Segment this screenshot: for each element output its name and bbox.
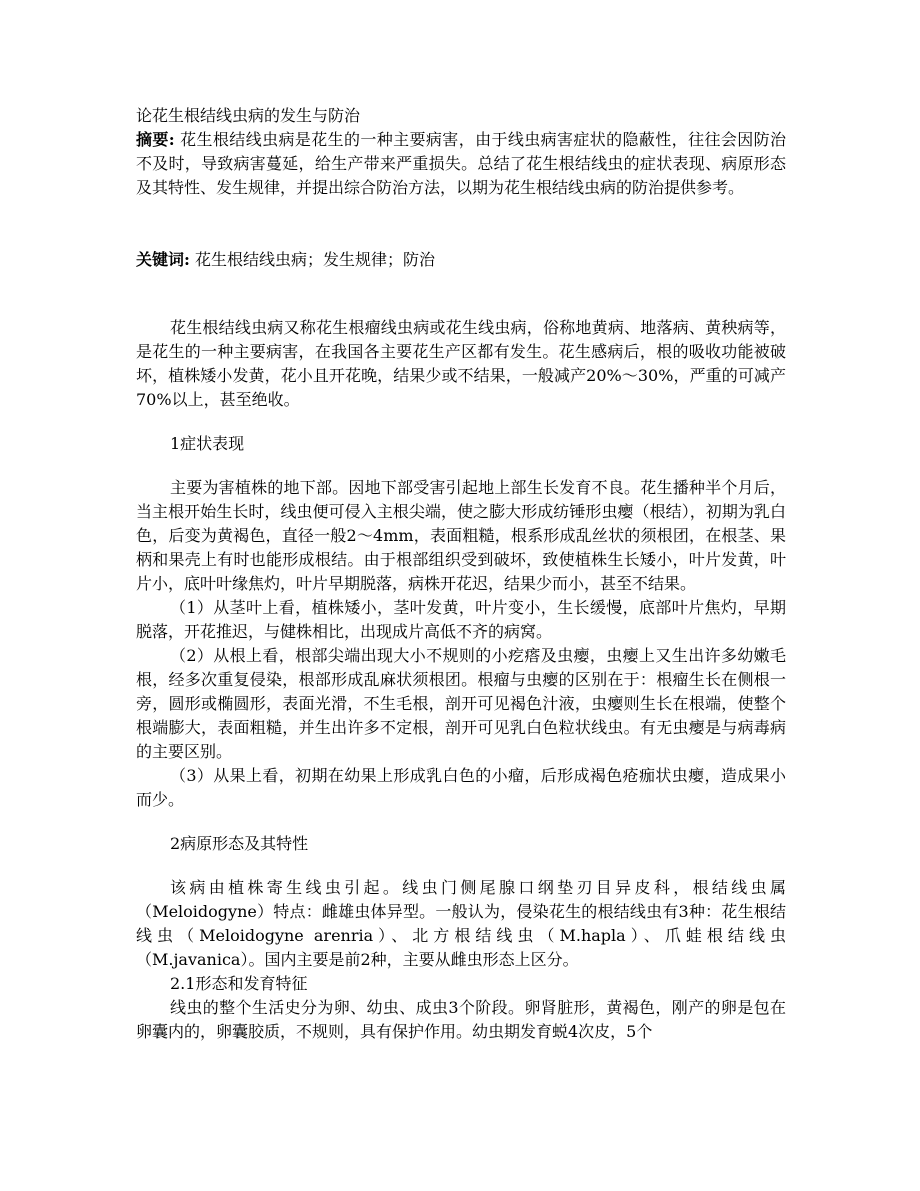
section2-1-paragraph-1: 线虫的整个生活史分为卵、幼虫、成虫3个阶段。卵肾脏形，黄褐色，刚产的卵是包在卵囊内的，卵囊胶质，不规则，具有保护作用。幼虫期发育蜕4次皮，5个 bbox=[136, 998, 786, 1041]
abstract bbox=[136, 128, 786, 200]
keywords-label: 关键词: bbox=[136, 250, 190, 269]
section2-heading: 2病原形态及其特性 bbox=[170, 834, 309, 853]
abstract-text: 花生根结线虫病是花生的一种主要病害，由于线虫病害症状的隐蔽性，往往会因防治不及时，导致病害蔓延，给生产带来严重损失。总结了花生根结线虫的症状表现、病原形态及其特性、发生规律，并提出综合防治方法，以期为花生根结线虫病的防治提供参考。 bbox=[136, 130, 786, 197]
document-page bbox=[136, 104, 786, 1044]
section1-paragraph-2: （1）从茎叶上看，植株矮小，茎叶发黄，叶片变小，生长缓慢，底部叶片焦灼，早期脱落，开花推迟，与健株相比，出现成片高低不齐的病窝。 bbox=[136, 598, 786, 641]
keywords bbox=[136, 248, 786, 272]
keywords-text: 花生根结线虫病；发生规律；防治 bbox=[189, 250, 436, 269]
section1-heading: 1症状表现 bbox=[170, 434, 245, 453]
intro-paragraph: 花生根结线虫病又称花生根瘤线虫病或花生线虫病，俗称地黄病、地落病、黄秧病等，是花生的一种主要病害，在我国各主要花生产区都有发生。花生感病后，根的吸收功能被破坏，植株矮小发黄，花小且开花晚，结果少或不结果，一般减产20%～30%，严重的可减产70%以上，甚至绝收。 bbox=[136, 318, 786, 409]
document-title: 论花生根结线虫病的发生与防治 bbox=[136, 106, 361, 125]
section1-paragraph-4: （3）从果上看，初期在幼果上形成乳白色的小瘤，后形成褐色疮痂状虫瘿，造成果小而少。 bbox=[136, 766, 786, 809]
section2-1-heading: 2.1形态和发育特征 bbox=[170, 974, 308, 993]
section1-paragraph-3: （2）从根上看，根部尖端出现大小不规则的小疙瘩及虫瘿，虫瘿上又生出许多幼嫩毛根，经多次重复侵染，根部形成乱麻状须根团。根瘤与虫瘿的区别在于：根瘤生长在侧根一旁，圆形或椭圆形，表面光滑，不生毛根，剖开可见褐色汁液，虫瘿则生长在根端，使整个根端膨大，表面粗糙，并生出许多不定根，剖开可见乳白色粒状线虫。有无虫瘿是与病毒病的主要区别。 bbox=[136, 646, 786, 761]
abstract-label: 摘要: bbox=[136, 130, 175, 149]
section2-paragraph-1: 该病由植株寄生线虫引起。线虫门侧尾腺口纲垫刃目异皮科，根结线虫属（Meloidogyne）特点：雌雄虫体异型。一般认为，侵染花生的根结线虫有3种：花生根结线虫（Meloidogyne arenria）、北方根结线虫（M.hapla）、爪蛙根结线虫（M.javanica）。国内主要是前2种，主要从雌虫形态上区分。 bbox=[136, 878, 786, 969]
section1-paragraph-1: 主要为害植株的地下部。因地下部受害引起地上部生长发育不良。花生播种半个月后，当主根开始生长时，线虫便可侵入主根尖端，使之膨大形成纺锤形虫瘿（根结），初期为乳白色，后变为黄褐色，直径一般2～4mm，表面粗糙，根系形成乱丝状的须根团，在根茎、果柄和果壳上有时也能形成根结。由于根部组织受到破坏，致使植株生长矮小，叶片发黄，叶片小，底叶叶缘焦灼，叶片早期脱落，病株开花迟，结果少而小，甚至不结果。 bbox=[136, 478, 786, 593]
